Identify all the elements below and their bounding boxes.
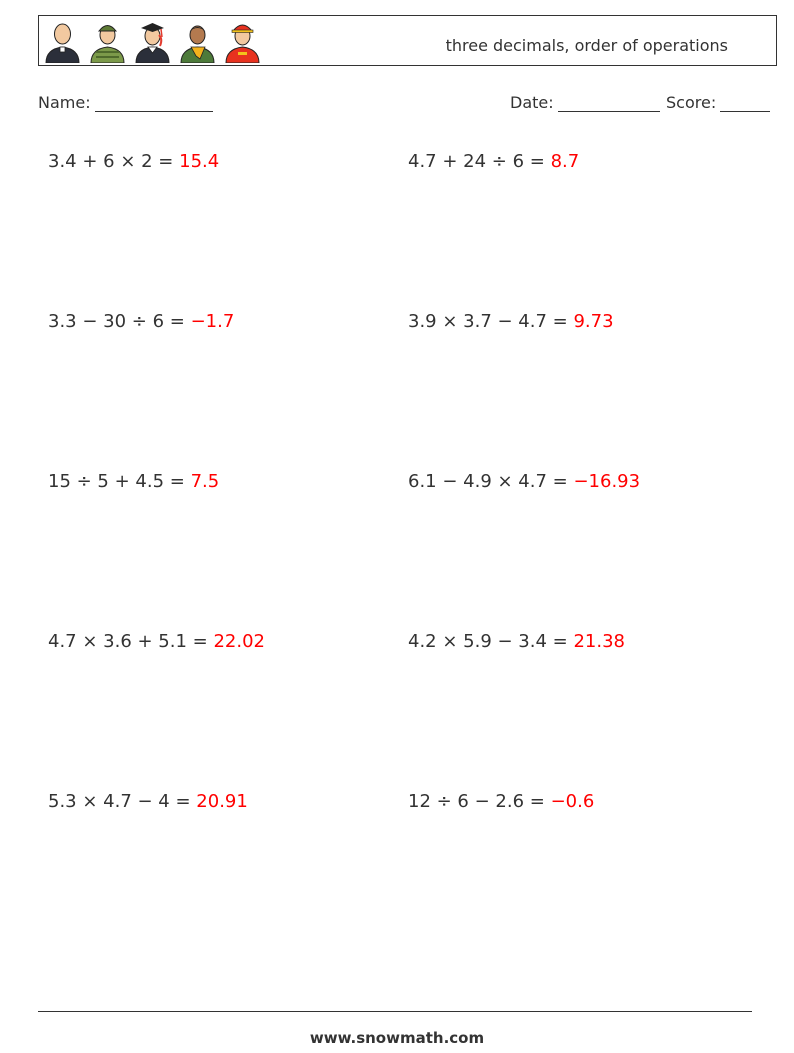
score-field: [666, 93, 770, 112]
graduate-avatar-icon: [133, 19, 172, 63]
problem-1: [48, 151, 219, 172]
worksheet-title: three decimals, order of operations: [445, 36, 728, 55]
problem-answer: 15.4: [179, 151, 220, 172]
name-blank[interactable]: [95, 94, 213, 112]
problem-answer: −16.93: [573, 471, 641, 492]
problem-2: [408, 151, 579, 172]
problem-expression: 15 ÷ 5 + 4.5 =: [48, 471, 185, 492]
problem-4: [408, 311, 614, 332]
priest-avatar-icon: [43, 19, 82, 63]
name-label: Name:: [38, 93, 91, 112]
problem-expression: 3.9 × 3.7 − 4.7 =: [408, 311, 568, 332]
problem-expression: 4.7 × 3.6 + 5.1 =: [48, 631, 208, 652]
problem-6: [408, 471, 640, 492]
date-field: [510, 93, 660, 112]
person-with-scarf-avatar-icon: [178, 19, 217, 63]
problem-10: [408, 791, 594, 812]
problem-answer: 20.91: [196, 791, 248, 812]
firefighter-avatar-icon: [223, 19, 262, 63]
problem-9: [48, 791, 248, 812]
soldier-avatar-icon: [88, 19, 127, 63]
problem-expression: 3.4 + 6 × 2 =: [48, 151, 174, 172]
problem-answer: 8.7: [550, 151, 580, 172]
footer-divider: [38, 1011, 752, 1012]
problem-expression: 12 ÷ 6 − 2.6 =: [408, 791, 545, 812]
avatar-strip: [43, 19, 262, 63]
problem-answer: −1.7: [190, 311, 235, 332]
score-blank[interactable]: [720, 94, 770, 112]
problem-answer: 21.38: [573, 631, 625, 652]
score-label: Score:: [666, 93, 717, 112]
problem-3: [48, 311, 234, 332]
footer-url: www.snowmath.com: [309, 1029, 485, 1047]
problem-8: [408, 631, 625, 652]
name-field: [38, 93, 213, 112]
date-blank[interactable]: [558, 94, 660, 112]
problem-expression: 6.1 − 4.9 × 4.7 =: [408, 471, 568, 492]
worksheet-header: [38, 15, 777, 66]
problem-5: [48, 471, 219, 492]
problem-expression: 3.3 − 30 ÷ 6 =: [48, 311, 185, 332]
problem-7: [48, 631, 265, 652]
problem-answer: 22.02: [213, 631, 265, 652]
problem-answer: 7.5: [190, 471, 220, 492]
problem-expression: 4.7 + 24 ÷ 6 =: [408, 151, 545, 172]
problem-expression: 4.2 × 5.9 − 3.4 =: [408, 631, 568, 652]
problem-answer: 9.73: [573, 311, 614, 332]
problem-answer: −0.6: [550, 791, 595, 812]
problem-expression: 5.3 × 4.7 − 4 =: [48, 791, 191, 812]
date-label: Date:: [510, 93, 554, 112]
